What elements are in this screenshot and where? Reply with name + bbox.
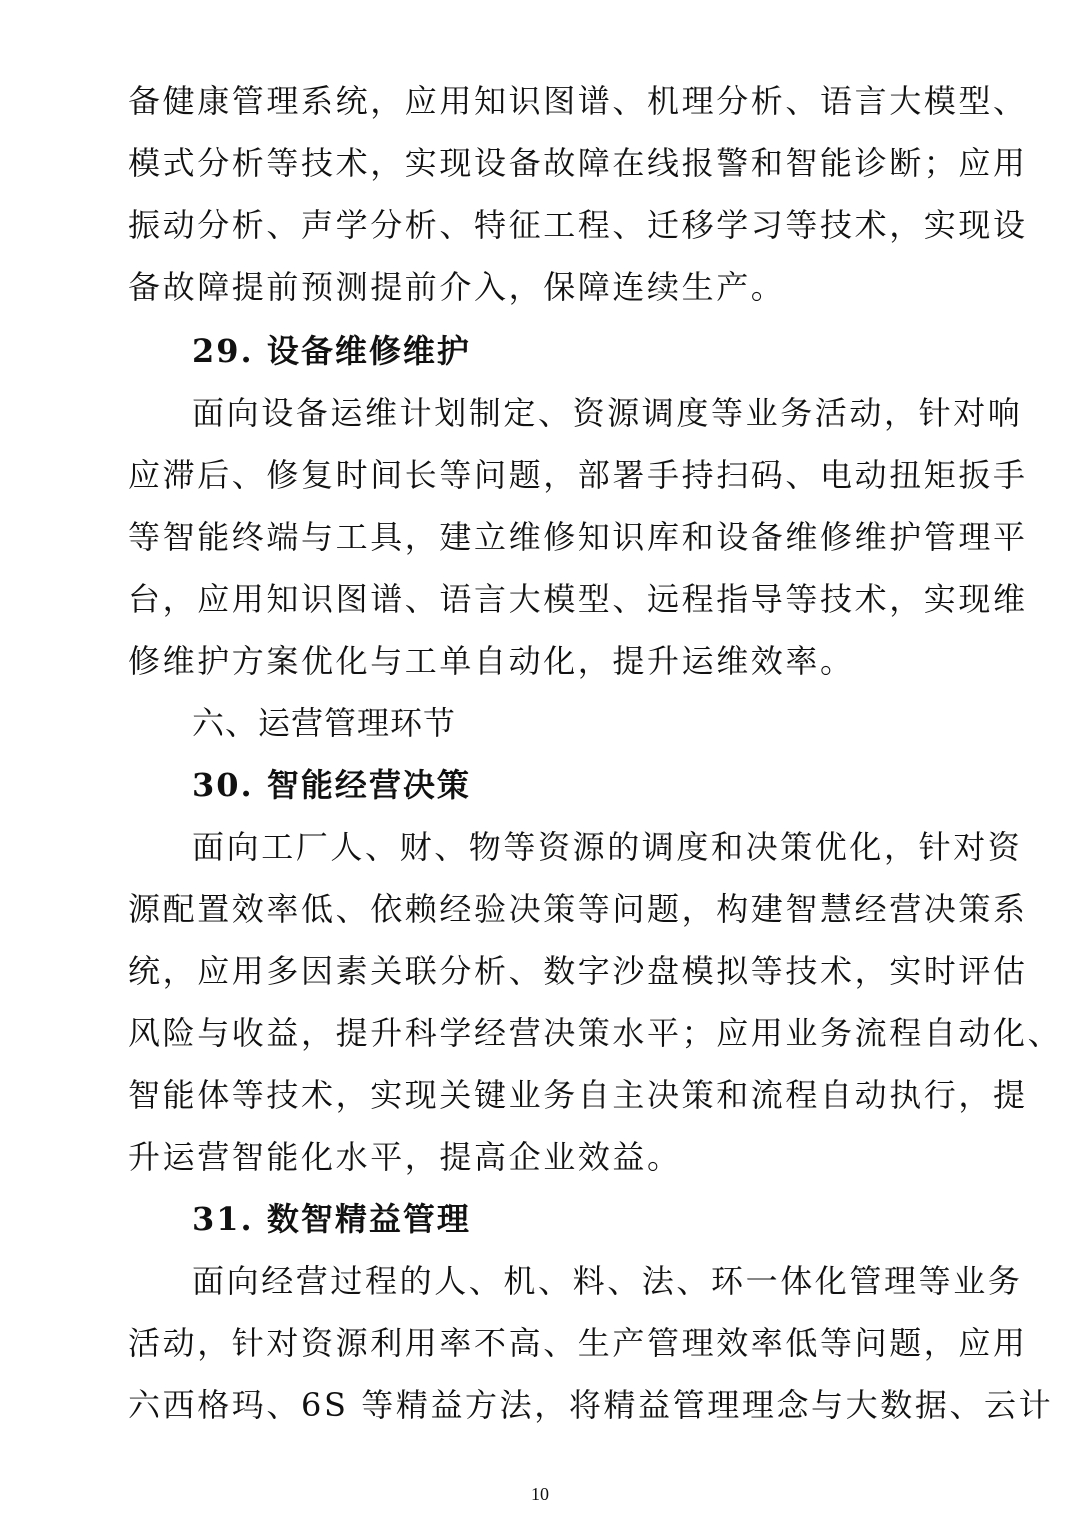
paragraph-line: 风险与收益，提升科学经营决策水平；应用业务流程自动化、 — [128, 1014, 1063, 1052]
item-30-heading: 30. 智能经营决策 — [192, 766, 471, 804]
item-31-heading: 31. 数智精益管理 — [192, 1200, 471, 1238]
paragraph-line: 备健康管理系统，应用知识图谱、机理分析、语言大模型、 — [128, 82, 1028, 120]
paragraph-line: 面向设备运维计划制定、资源调度等业务活动，针对响 — [192, 394, 1023, 432]
paragraph-line: 面向经营过程的人、机、料、法、环一体化管理等业务 — [192, 1262, 1023, 1300]
paragraph-line: 六西格玛、6S 等精益方法，将精益管理理念与大数据、云计 — [128, 1386, 1054, 1424]
paragraph-line: 源配置效率低、依赖经验决策等问题，构建智慧经营决策系 — [128, 890, 1028, 928]
paragraph-line: 备故障提前预测提前介入，保障连续生产。 — [128, 268, 786, 306]
paragraph-line: 等智能终端与工具，建立维修知识库和设备维修维护管理平 — [128, 518, 1028, 556]
paragraph-line: 台，应用知识图谱、语言大模型、远程指导等技术，实现维 — [128, 580, 1028, 618]
page-number: 10 — [531, 1484, 549, 1504]
paragraph-line: 面向工厂人、财、物等资源的调度和决策优化，针对资 — [192, 828, 1023, 866]
paragraph-line: 升运营智能化水平，提高企业效益。 — [128, 1138, 682, 1176]
paragraph-line: 修维护方案优化与工单自动化，提升运维效率。 — [128, 642, 855, 680]
paragraph-line: 智能体等技术，实现关键业务自主决策和流程自动执行，提 — [128, 1076, 1028, 1114]
paragraph-line: 模式分析等技术，实现设备故障在线报警和智能诊断；应用 — [128, 144, 1028, 182]
paragraph-line: 应滞后、修复时间长等问题，部署手持扫码、电动扭矩扳手 — [128, 456, 1028, 494]
paragraph-line: 活动，针对资源利用率不高、生产管理效率低等问题，应用 — [128, 1324, 1028, 1362]
section-6-heading: 六、运营管理环节 — [192, 704, 457, 742]
item-29-heading: 29. 设备维修维护 — [192, 332, 471, 370]
paragraph-line: 统，应用多因素关联分析、数字沙盘模拟等技术，实时评估 — [128, 952, 1028, 990]
paragraph-line: 振动分析、声学分析、特征工程、迁移学习等技术，实现设 — [128, 206, 1028, 244]
